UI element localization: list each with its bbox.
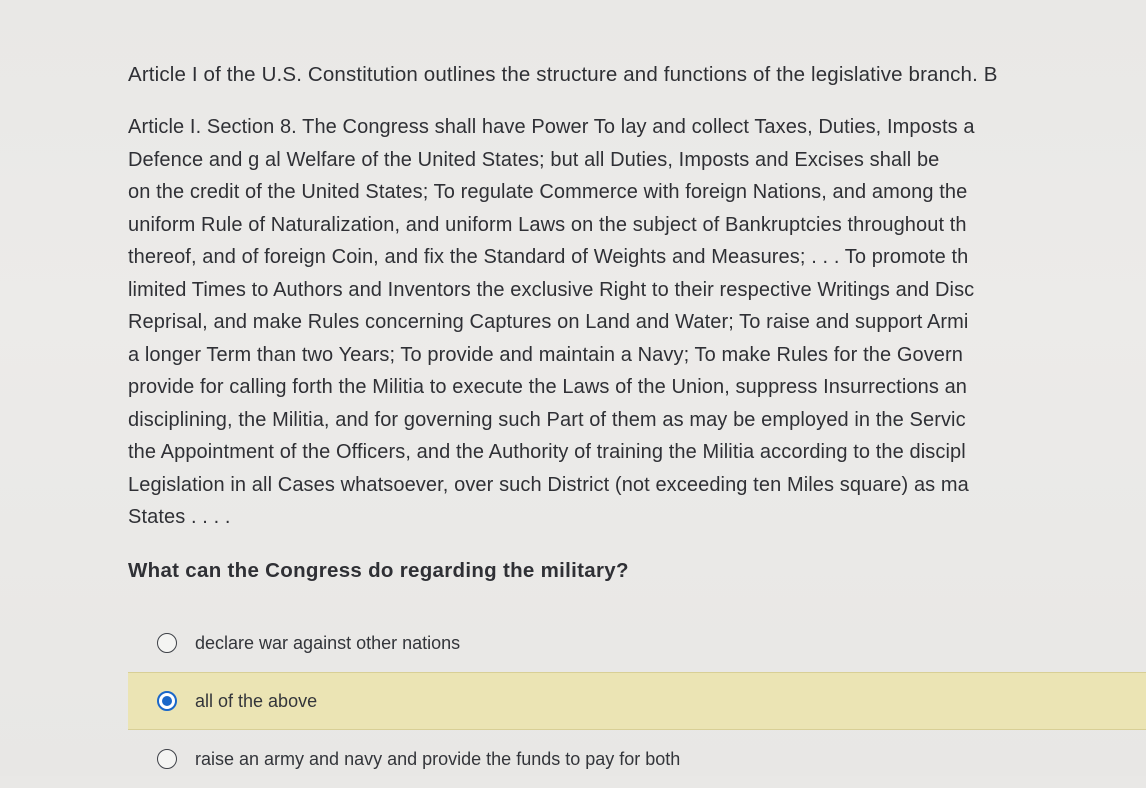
answer-option-all-of-the-above[interactable] (128, 672, 1146, 730)
intro-text: Article I of the U.S. Constitution outlines the structure and functions of the legislative branch. B (128, 63, 998, 86)
passage-line: a longer Term than two Years; To provide and maintain a Navy; To make Rules for the Govern (128, 343, 964, 366)
passage-line: provide for calling forth the Militia to execute the Laws of the Union, suppress Insurrections an (128, 376, 968, 398)
passage-line: States . . . . (128, 506, 231, 528)
passage-line: Defence and g al Welfare of the United States; but all Duties, Imposts and Excises shall be (128, 148, 940, 171)
question-prompt: What can the Congress do regarding the military? (128, 559, 629, 582)
passage-line: Reprisal, and make Rules concerning Captures on Land and Water; To raise and support Armi (128, 311, 969, 333)
answer-option-declare-war[interactable] (128, 614, 1146, 672)
passage-line: Legislation in all Cases whatsoever, over such District (not exceeding ten Miles square) as ma (128, 473, 969, 496)
option-label: all of the above (195, 690, 318, 711)
passage-line: uniform Rule of Naturalization, and uniform Laws on the subject of Bankruptcies throughout th (128, 213, 967, 236)
passage-line: Article I. Section 8. The Congress shall have Power To lay and collect Taxes, Duties, Imposts a (128, 116, 975, 138)
answer-option-raise-army-navy[interactable] (128, 730, 1146, 788)
radio-button-unchecked[interactable] (157, 633, 177, 653)
passage-line: the Appointment of the Officers, and the Authority of training the Militia according to the discipl (128, 441, 966, 463)
passage-line: thereof, and of foreign Coin, and fix the Standard of Weights and Measures; . . . To promote th (128, 246, 969, 268)
radio-button-checked[interactable] (157, 691, 177, 711)
passage-line: on the credit of the United States; To regulate Commerce with foreign Nations, and among the (128, 181, 968, 203)
passage-line: limited Times to Authors and Inventors the exclusive Right to their respective Writings and Disc (128, 278, 975, 301)
constitution-passage (128, 111, 1146, 534)
option-label: raise an army and navy and provide the funds to pay for both (195, 748, 681, 769)
option-label: declare war against other nations (195, 632, 461, 653)
radio-button-unchecked[interactable] (157, 749, 177, 769)
passage-line: disciplining, the Militia, and for governing such Part of them as may be employed in the Servic (128, 408, 966, 431)
answer-options (128, 614, 1146, 788)
